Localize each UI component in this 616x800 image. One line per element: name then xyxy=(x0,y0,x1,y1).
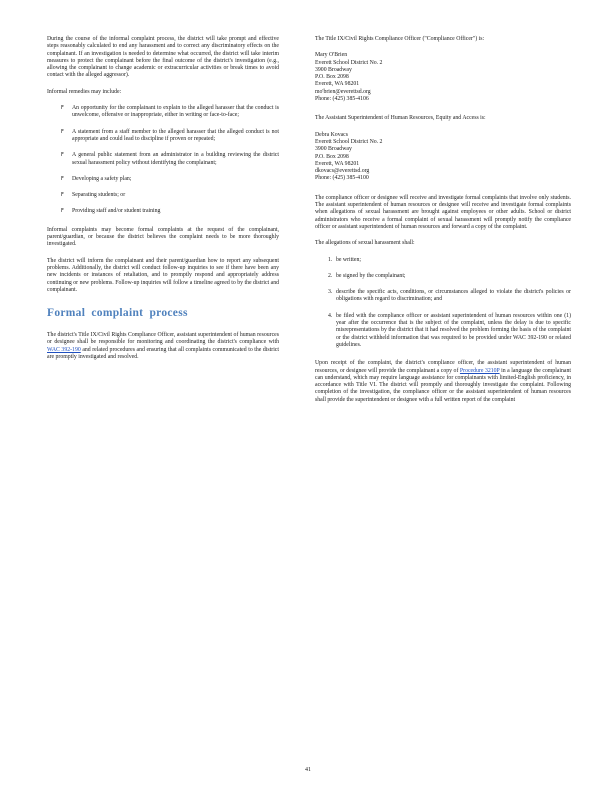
list-item: F A general public statement from an administrator in a building reviewing the district sexual harassment policy without identifying the complainant; xyxy=(61,152,279,166)
officer-address: Mary O'Brien Everett School District No. 2 3900 Broadway P.O. Box 2098 Everett, WA 98201 mo'brien@everettsd.org Phone: (425) 385-4106 xyxy=(315,52,571,103)
list-item: F An opportunity for the complainant to explain to the alleged harasser that the conduct is unwelcome, offensive or inappropriate, either in writing or face-to-face; xyxy=(61,105,279,119)
list-item: 4. be filed with the compliance officer or assistant superintendent of human resources within one (1) year after the occurrence that is the subject of the complaint, unless the delay is due to specific misrepresentations by the district that it had resolved the problem forming the basis of the complaint or the district withheld information that was required to be provided under WAC 392-190 or related guidelines. xyxy=(328,312,571,348)
wac-392-190-link[interactable]: WAC 392-190 xyxy=(47,346,81,353)
assistant-email: dkovacs@everettsd.org xyxy=(315,168,370,175)
section-heading: Formal complaint process xyxy=(47,307,188,320)
bullet-icon: F xyxy=(61,105,64,112)
bullet-icon: F xyxy=(61,128,64,135)
bullet-icon: F xyxy=(61,152,64,159)
bullet-icon: F xyxy=(61,175,64,182)
assistant-intro: The Assistant Superintendent of Human Resources, Equity and Access is: xyxy=(315,115,486,122)
officer-intro: The Title IX/Civil Rights Compliance Officer ("Compliance Officer") is: xyxy=(315,36,485,42)
intro-paragraph: During the course of the informal complaint process, the district will take prompt and effective steps reasonably calculated to end any harassment and to correct any discriminatory effects on the complainant. If an investigation is needed to determine what occurred, the district will take interim measures to protect the complainant before the final outcome of the district's investigation (e.g., allowing the complainant to change academic or extracurricular activities or break times to avoid contact with the alleged aggressor). xyxy=(47,36,279,79)
page-number: 41 xyxy=(305,767,311,773)
allegations-intro: The allegations of sexual harassment shall: xyxy=(315,240,415,247)
assistant-address: Debra Kovacs Everett School District No. 2 3900 Broadway P.O. Box 2098 Everett, WA 98201 dkovacs@everettsd.org Phone: (425) 385-4100 xyxy=(315,132,571,183)
remedies-list xyxy=(47,105,279,216)
list-item: F Separating students; or xyxy=(61,192,126,199)
list-item: 2. be signed by the complainant; xyxy=(328,272,406,279)
list-item: F Developing a safety plan; xyxy=(61,175,132,182)
list-item: 3. describe the specific acts, conditions, or circumstances alleged to violate the district's policies or obligations with regard to discrimination; and xyxy=(328,289,571,303)
follow-up-paragraph: The district will inform the complainant and their parent/guardian how to report any subsequent problems. Additionally, the district will conduct follow-up inquiries to see if there have been any new incidents or instances of retaliation, and to promptly respond and appropriately address continuing or new problems. Follow-up inquiries will follow a timeline agreed to by the district and complainant. xyxy=(47,257,279,293)
allegations-list xyxy=(315,257,571,350)
receipt-paragraph: Upon receipt of the complaint, the district's compliance officer, the assistant superintendent of human resources, or designee will provide the complainant a copy of Procedure 3210P in a language the complainant can understand, which may require language assistance for complainants with limited-English proficiency, in accordance with Title VI. The district will promptly and thoroughly investigate the complaint. Following completion of the investigation, the compliance officer or the assistant superintendent of human resources shall provide the superintendent or designee with a full written report of the complaint xyxy=(315,360,571,403)
bullet-icon: F xyxy=(61,192,64,199)
list-item: F A statement from a staff member to the alleged harasser that the alleged conduct is not appropriate and could lead to discipline if proven or repeated; xyxy=(61,128,279,142)
left-column xyxy=(47,36,279,370)
officer-email: mo'brien@everettsd.org xyxy=(315,88,371,95)
assistant-phone: Phone: (425) 385-4100 xyxy=(315,175,369,182)
bullet-icon: F xyxy=(61,208,64,215)
list-item: 1. be written; xyxy=(328,256,361,263)
receive-paragraph: The compliance officer or designee will receive and investigate formal complaints that involve only students. The assistant superintendent of human resources or designee will receive and investigate formal complaints when allegations of sexual harassment are brought against employees or other adults. School or district administrators who receive a formal complaint of sexual harassment will promptly notify the compliance officer or assistant superintendent of human resources and forward a copy of the complaint. xyxy=(315,194,571,230)
list-item: F Providing staff and/or student training xyxy=(61,208,161,215)
remedies-intro: Informal remedies may include: xyxy=(47,88,122,95)
compliance-officer-paragraph: The district's Title IX/Civil Rights Compliance Officer, assistant superintendent of human resources or designee shall be responsible for monitoring and coordinating the district's compliance with WAC 392-190 and related procedures and ensuring that all complaints communicated to the district are promptly investigated and resolved. xyxy=(47,332,279,361)
right-column xyxy=(315,36,571,413)
formal-request-paragraph: Informal complaints may become formal complaints at the request of the complainant, parent/guardian, or because the district believes the complaint needs to be more thoroughly investigated. xyxy=(47,226,279,248)
officer-phone: Phone: (425) 385-4106 xyxy=(315,96,369,103)
procedure-3210p-link[interactable]: Procedure 3210P xyxy=(459,367,500,374)
